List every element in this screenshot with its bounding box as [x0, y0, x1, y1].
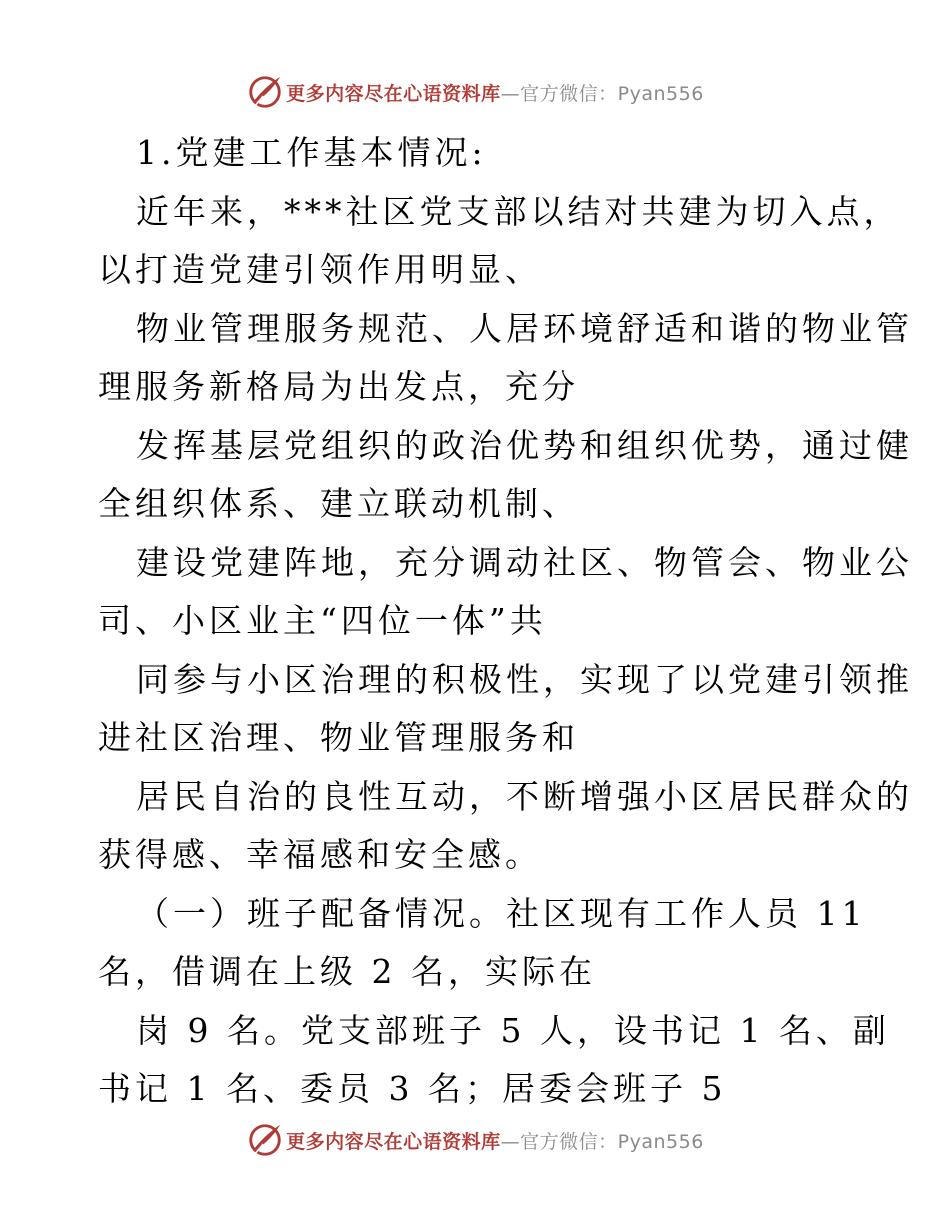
subsection-heading-line: （一）班子配备情况。社区现有工作人员 11 — [136, 893, 867, 933]
text-line: 近年来，***社区党支部以结对共建为切入点， — [136, 191, 901, 231]
text-line: 物业管理服务规范、人居环境舒适和谐的物业管 — [136, 308, 913, 348]
text-line: 书记 1 名、委员 3 名；居委会班子 5 — [98, 1069, 727, 1108]
text-line: 建设党建阵地，充分调动社区、物管会、物业公 — [136, 542, 913, 582]
footer-watermark — [0, 1120, 950, 1160]
text-line: 名，借调在上级 2 名，实际在 — [98, 952, 596, 991]
watermark-grey-text: —官方微信：Pyan556 — [500, 82, 704, 105]
text-line: 居民自治的良性互动，不断增强小区居民群众的 — [136, 776, 913, 816]
feather-pen-logo-icon — [246, 73, 284, 111]
text-line: 理服务新格局为出发点，充分 — [98, 367, 579, 406]
watermark-red-text: 更多内容尽在心语资料库 — [286, 1130, 501, 1153]
text-line: 同参与小区治理的积极性，实现了以党建引领推 — [136, 659, 913, 699]
feather-pen-logo-icon — [246, 1121, 284, 1159]
text-line: 进社区治理、物业管理服务和 — [98, 718, 579, 757]
text-line: 以打造党建引领作用明显、 — [98, 250, 542, 289]
document-body — [98, 124, 913, 1119]
watermark-grey-text: —官方微信：Pyan556 — [500, 1130, 704, 1153]
text-line: 全组织体系、建立联动机制、 — [98, 484, 579, 523]
text-line: 发挥基层党组织的政治优势和组织优势，通过健 — [136, 425, 913, 465]
text-line: 司、小区业主“四位一体”共 — [98, 601, 547, 640]
header-watermark — [0, 72, 950, 112]
section-heading: 1.党建工作基本情况: — [136, 133, 487, 172]
text-line: 岗 9 名。党支部班子 5 人，设书记 1 名、副 — [136, 1010, 890, 1050]
watermark-red-text: 更多内容尽在心语资料库 — [286, 82, 501, 105]
text-line: 获得感、幸福感和安全感。 — [98, 835, 542, 874]
